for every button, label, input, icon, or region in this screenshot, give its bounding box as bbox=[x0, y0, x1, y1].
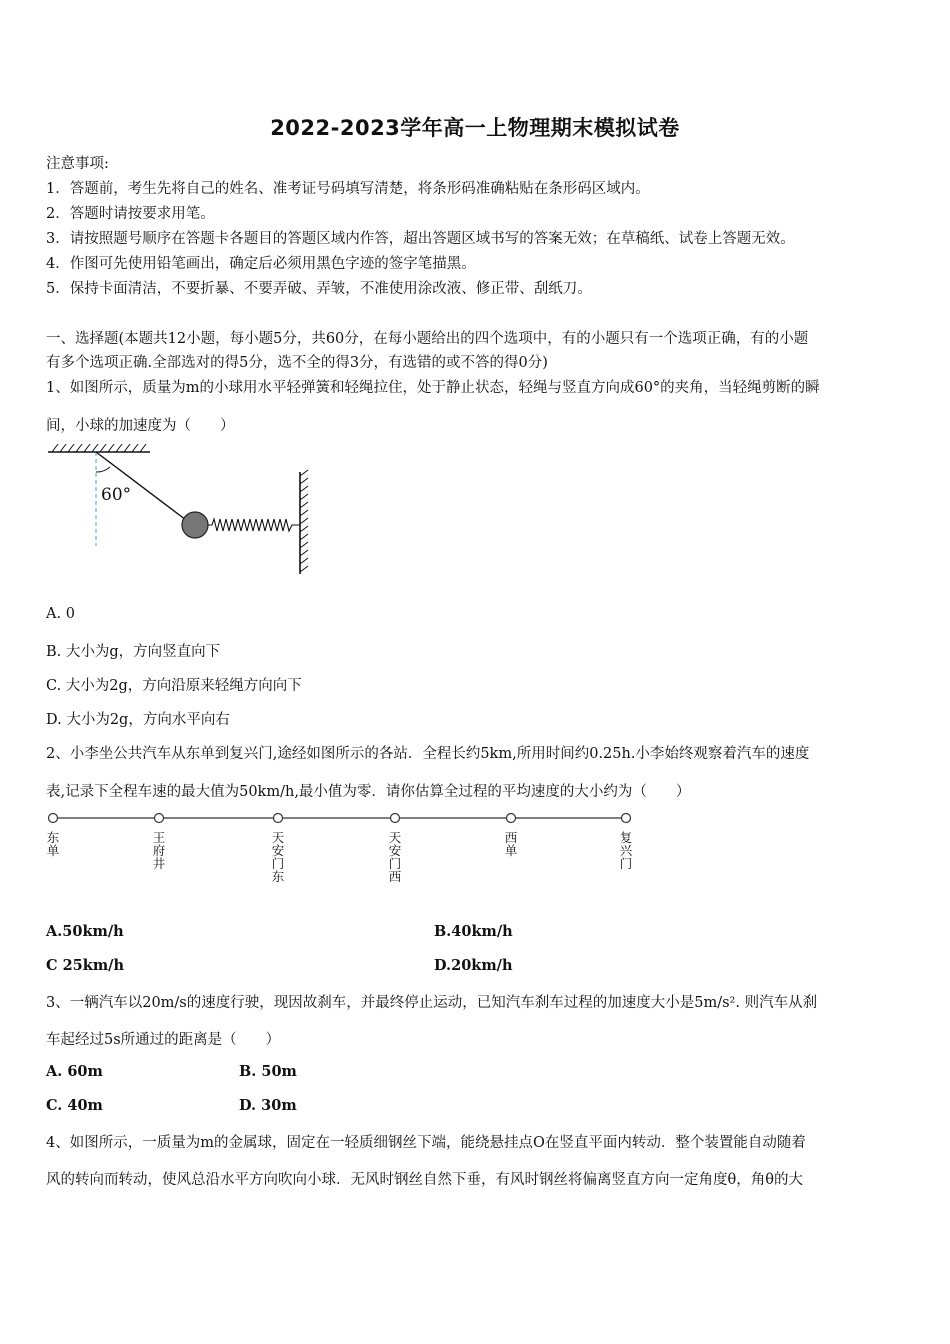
q1-option-b: B. 大小为g，方向竖直向下 bbox=[46, 644, 221, 660]
q3-option-b: B. 50m bbox=[239, 1063, 297, 1080]
notice-item: 4．作图可先使用铅笔画出，确定后必须用黑色字迹的签字笔描黑。 bbox=[46, 256, 476, 272]
station-label: 东单 bbox=[46, 830, 60, 858]
q2-option-d: D.20km/h bbox=[434, 957, 513, 974]
section-heading-cont: 有多个选项正确.全部选对的得5分，选不全的得3分，有选错的或不答的得0分) bbox=[46, 355, 548, 371]
ball bbox=[182, 512, 208, 538]
q1-figure bbox=[44, 440, 314, 580]
route-line bbox=[44, 810, 644, 826]
q2-option-a: A.50km/h bbox=[46, 923, 124, 940]
question-1-stem-cont: 间，小球的加速度为（ ） bbox=[46, 418, 235, 434]
question-1-stem: 1、如图所示，质量为m的小球用水平轻弹簧和轻绳拉住，处于静止状态，轻绳与竖直方向成60°的夹角，当轻绳剪断的瞬 bbox=[46, 380, 820, 396]
section-heading: 一、选择题(本题共12小题，每小题5分，共60分，在每小题给出的四个选项中，有的小题只有一个选项正确，有的小题 bbox=[46, 331, 809, 347]
station-dot bbox=[507, 814, 516, 823]
station-dot bbox=[274, 814, 283, 823]
notice-item: 5．保持卡面清洁，不要折暴、不要弄破、弄皱，不准使用涂改液、修正带、刮纸刀。 bbox=[46, 281, 592, 297]
station-label: 西单 bbox=[504, 830, 518, 858]
wall-hatch bbox=[300, 470, 308, 572]
q3-option-c: C. 40m bbox=[46, 1097, 103, 1114]
notice-item: 1．答题前，考生先将自己的姓名、准考证号码填写清楚，将条形码准确粘贴在条形码区域内。 bbox=[46, 181, 650, 197]
station-dot bbox=[622, 814, 631, 823]
q2-option-b: B.40km/h bbox=[434, 923, 513, 940]
q3-option-d: D. 30m bbox=[239, 1097, 297, 1114]
notice-item: 3．请按照题号顺序在答题卡各题目的答题区域内作答，超出答题区域书写的答案无效；在草稿纸、试卷上答题无效。 bbox=[46, 231, 795, 247]
question-3-stem: 3、一辆汽车以20m/s的速度行驶，现因故刹车，并最终停止运动，已知汽车刹车过程的加速度大小是5m/s². 则汽车从刹 bbox=[46, 995, 818, 1011]
station-dot bbox=[49, 814, 58, 823]
station-label: 王府井 bbox=[152, 830, 166, 871]
q2-option-c: C 25km/h bbox=[46, 957, 124, 974]
question-4-stem-cont: 风的转向而转动，使风总沿水平方向吹向小球．无风时钢丝自然下垂，有风时钢丝将偏离竖直方向一定角度θ，角θ的大 bbox=[46, 1172, 803, 1188]
notice-item: 2．答题时请按要求用笔。 bbox=[46, 206, 215, 222]
page-title: 2022-2023学年高一上物理期末模拟试卷 bbox=[270, 116, 680, 140]
q1-option-a: A. 0 bbox=[46, 606, 75, 622]
angle-label: 60° bbox=[101, 485, 132, 505]
ceiling-hatch bbox=[52, 444, 146, 452]
station-dot bbox=[155, 814, 164, 823]
spring bbox=[208, 519, 300, 531]
q1-option-c: C. 大小为2g，方向沿原来轻绳方向向下 bbox=[46, 678, 302, 694]
station-dot bbox=[391, 814, 400, 823]
question-2-stem-cont: 表,记录下全程车速的最大值为50km/h,最小值为零．请你估算全过程的平均速度的大小约为（ ） bbox=[46, 784, 691, 800]
question-3-stem-cont: 车起经过5s所通过的距离是（ ） bbox=[46, 1032, 281, 1048]
q1-option-d: D. 大小为2g，方向水平向右 bbox=[46, 712, 230, 728]
angle-arc bbox=[96, 467, 110, 472]
station-label: 天安门东 bbox=[271, 830, 285, 884]
question-2-stem: 2、小李坐公共汽车从东单到复兴门,途经如图所示的各站．全程长约5km,所用时间约0.25h.小李始终观察着汽车的速度 bbox=[46, 746, 810, 762]
station-label: 天安门西 bbox=[388, 830, 402, 884]
question-4-stem: 4、如图所示，一质量为m的金属球，固定在一轻质细钢丝下端，能绕悬挂点O在竖直平面内转动．整个装置能自动随着 bbox=[46, 1135, 806, 1151]
q3-option-a: A. 60m bbox=[46, 1063, 103, 1080]
station-label: 复兴门 bbox=[619, 830, 633, 871]
notice-heading: 注意事项: bbox=[46, 156, 109, 172]
